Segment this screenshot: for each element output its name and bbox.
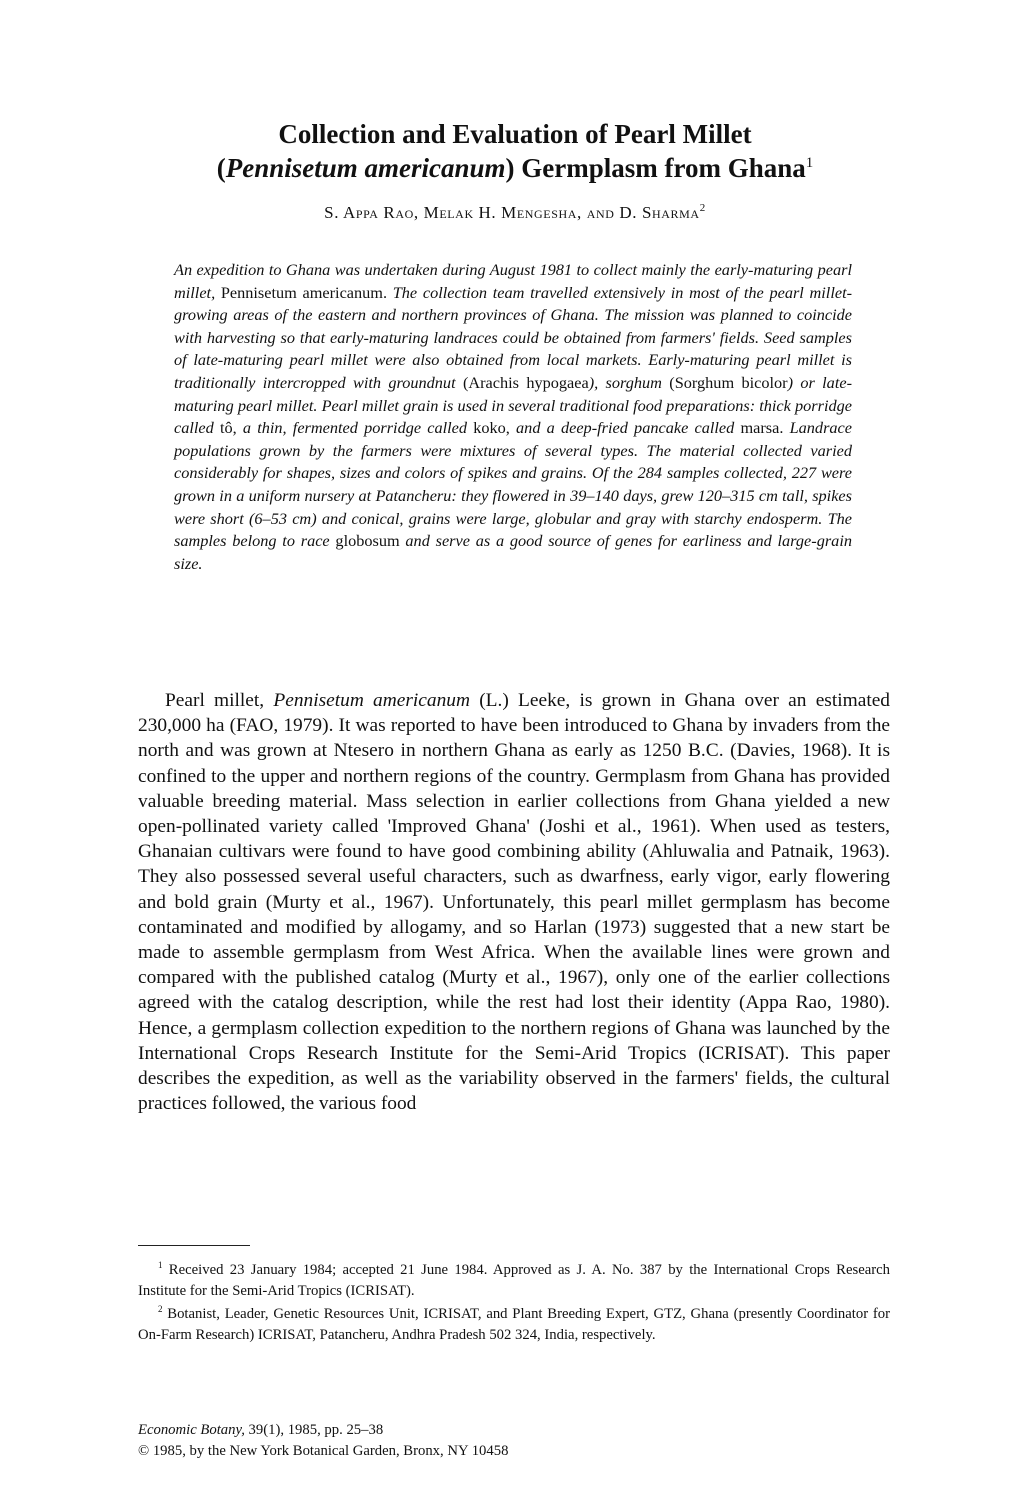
title-footnote-mark: 1 xyxy=(805,155,814,171)
title-species-name: Pennisetum americanum xyxy=(225,153,506,183)
author-list xyxy=(140,203,890,223)
abstract-text: ) or late-maturing pearl millet. Pearl millet grain is used in several traditional food preparations: thick porridge called xyxy=(174,372,852,438)
paragraph-species-name: Pennisetum americanum xyxy=(273,690,470,711)
footnote-1 xyxy=(138,1260,890,1302)
abstract-text: An expedition to Ghana was undertaken during August 1981 to collect mainly the early-maturing pearl millet, xyxy=(174,260,852,302)
copyright-line: © 1985, by the New York Botanical Garden, Bronx, NY 10458 xyxy=(138,1443,509,1459)
abstract xyxy=(174,259,852,575)
abstract-text: Landrace populations grown by the farmers were mixtures of several types. The material collected varied considerably for shapes, sizes and colors of spikes and grains. Of the 284 samples collected, 227 were grown in a uniform nursery at Patancheru: they flowered in 39–140 days, grew 120–315 cm tall, spikes were short (6–53 cm) and conical, grains were large, globular and gray with starchy endosperm. The samples belong to race xyxy=(174,418,852,551)
abstract-text: and serve as a good source of genes for earliness and large-grain size. xyxy=(174,531,852,573)
footnotes xyxy=(138,1260,890,1348)
journal-name: Economic Botany, xyxy=(138,1422,245,1438)
title-open-paren: ( xyxy=(216,153,226,183)
abstract-text: ), sorghum xyxy=(588,372,670,392)
abstract-text: and a deep-fried pancake called xyxy=(509,418,741,438)
article-title xyxy=(140,117,890,185)
abstract-text: The collection team travelled extensively in most of the pearl millet-growing areas of the eastern and northern provinces of Ghana. The mission was planned to coincide with harvesting so that early-maturing landraces could be obtained from farmers' fields. Seed samples of late-maturing pearl millet were also obtained from local markets. Early-maturing pearl millet is traditionally intercropped with groundnut xyxy=(174,282,853,392)
body-text xyxy=(138,688,890,1116)
title-line-2-rest: ) Germplasm from Ghana xyxy=(505,153,806,183)
abstract-food-name: koko, xyxy=(473,418,510,438)
journal-issue: 39(1), 1985, pp. 25–38 xyxy=(244,1422,384,1438)
author-footnote-mark: 2 xyxy=(699,202,706,214)
footnote-mark: 1 xyxy=(158,1260,163,1270)
author-names: S. Appa Rao, Melak H. Mengesha, and D. Sharma xyxy=(324,203,700,222)
body-paragraph xyxy=(138,688,890,1116)
footnote-2 xyxy=(138,1304,890,1346)
abstract-food-name: tô, xyxy=(219,418,237,438)
journal-info xyxy=(138,1420,890,1462)
abstract-food-name: marsa. xyxy=(740,418,784,438)
footnote-text: Received 23 January 1984; accepted 21 June 1984. Approved as J. A. No. 387 by the International Crops Research Institute for the Semi-Arid Tropics (ICRISAT). xyxy=(138,1262,890,1299)
footnote-mark: 2 xyxy=(158,1304,163,1314)
abstract-species-name: (Arachis hypogaea xyxy=(462,372,589,392)
footnote-divider xyxy=(138,1245,250,1246)
abstract-text: a thin, fermented porridge called xyxy=(236,418,474,438)
abstract-race-name: globosum xyxy=(335,531,400,551)
abstract-species-name: (Sorghum bicolor xyxy=(669,372,788,392)
abstract-species-name: Pennisetum americanum. xyxy=(220,282,388,302)
journal-citation xyxy=(138,1420,890,1441)
paragraph-text: Pearl millet, xyxy=(165,690,274,711)
footnote-text: Botanist, Leader, Genetic Resources Unit, ICRISAT, and Plant Breeding Expert, GTZ, Ghana (presently Coordinator for On-Farm Research) ICRISAT, Patancheru, Andhra Pradesh 502 324, India, respectively. xyxy=(138,1306,890,1343)
title-line-1: Collection and Evaluation of Pearl Millet xyxy=(278,119,752,149)
paragraph-text: (L.) Leeke, is grown in Ghana over an estimated 230,000 ha (FAO, 1979). It was reported to have been introduced to Ghana by invaders from the north and was grown at Ntesero in northern Ghana as early as 1250 B.C. (Davies, 1968). It is confined to the upper and northern regions of the country. Germplasm from Ghana has provided valuable breeding material. Mass selection in earlier collections from Ghana yielded a new open-pollinated variety called 'Improved Ghana' (Joshi et al., 1961). When used as testers, Ghanaian cultivars were found to have good combining ability (Ahluwalia and Patnaik, 1963). They also possessed several useful characters, such as dwarfness, early vigor, early flowering and bold grain (Murty et al., 1967). Unfortunately, this pearl millet germplasm has become contaminated and modified by allogamy, and so Harlan (1973) suggested that a new start be made to assemble germplasm from West Africa. When the available lines were grown and compared with the published catalog (Murty et al., 1967), only one of the earlier collections agreed with the catalog description, while the rest had lost their identity (Appa Rao, 1980). Hence, a germplasm collection expedition to the northern regions of Ghana was launched by the International Crops Research Institute for the Semi-Arid Tropics (ICRISAT). This paper describes the expedition, as well as the variability observed in the farmers' fields, the cultural practices followed, the various food xyxy=(138,690,891,1115)
